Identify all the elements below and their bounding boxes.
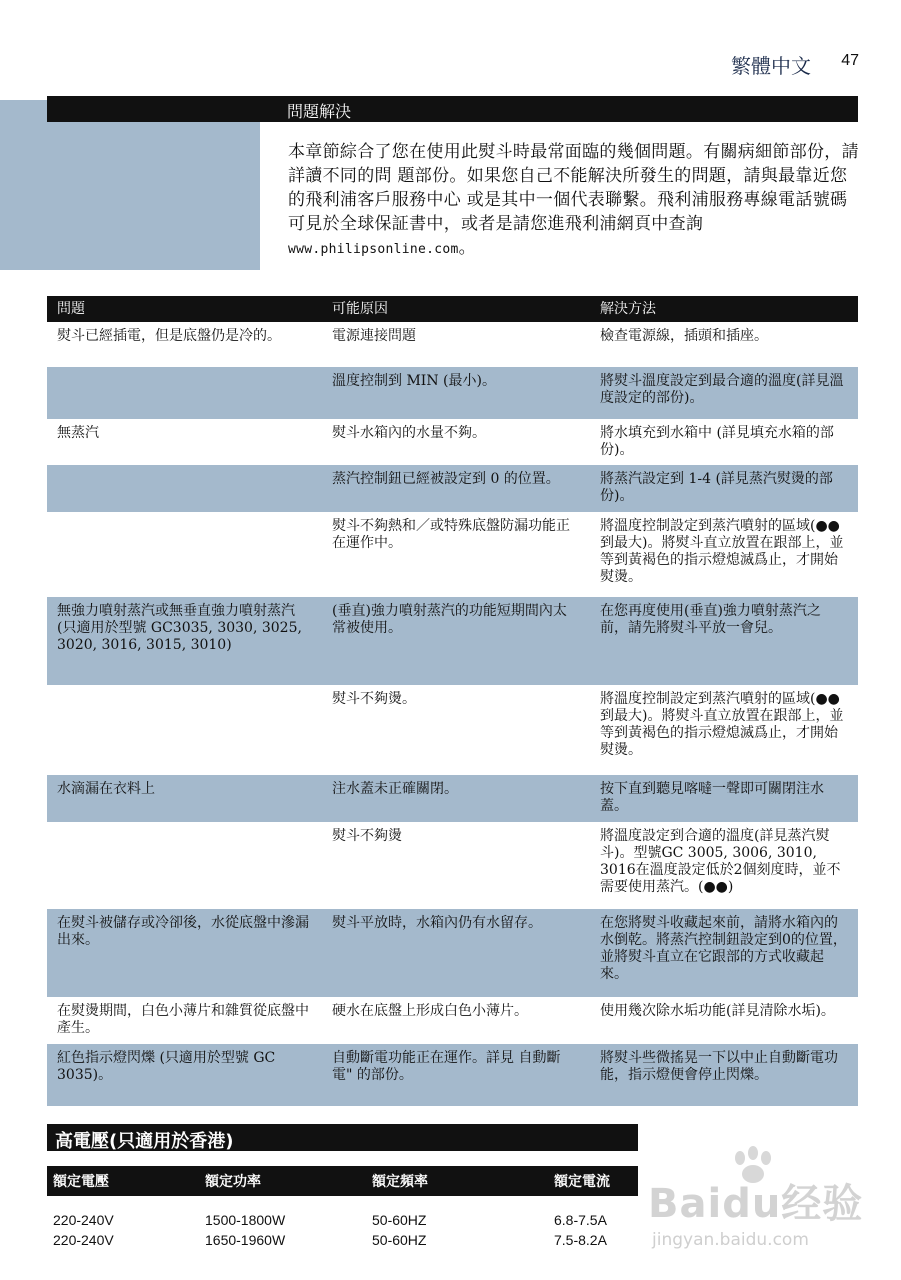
intro-text: 本章節綜合了您在使用此熨斗時最常面臨的幾個問題。有關病細節部份，請詳讀不同的問 題部份。如果您自己不能解決所發生的問題，請與最靠近您的飛利浦客戶服務中心 或是其中一個代表聯繫。飛利浦服務專線電話號碼可見於全球保証書中，或者是請您進飛利浦網頁中查詢	[288, 142, 859, 234]
table-row	[47, 909, 858, 997]
baidu-watermark	[640, 1150, 870, 1260]
table-row	[47, 1044, 858, 1106]
cell-current: 7.5-8.2A	[554, 1232, 607, 1248]
cell-cause: 熨斗不夠熱和／或特殊底盤防漏功能正在運作中。	[322, 512, 590, 597]
table-row	[47, 775, 858, 822]
header-language: 繁體中文	[731, 54, 811, 78]
cell-solution: 按下直到聽見喀噠一聲即可關閉注水蓋。	[590, 775, 858, 822]
cell-solution: 使用幾次除水垢功能(詳見清除水垢)。	[590, 997, 858, 1044]
cell-current: 6.8-7.5A	[554, 1212, 607, 1228]
cell-cause: 注水蓋未正確關閉。	[322, 775, 590, 822]
header-rated-current: 額定電流	[548, 1166, 638, 1196]
cell-solution: 將水填充到水箱中 (詳見填充水箱的部份)。	[590, 419, 858, 465]
cell-cause: 熨斗不夠燙。	[322, 685, 590, 775]
cell-frequency: 50-60HZ	[372, 1212, 427, 1228]
page-number: 47	[841, 52, 859, 69]
cell-cause: 熨斗平放時，水箱內仍有水留存。	[322, 909, 590, 997]
header-problem: 問題	[47, 296, 322, 322]
cell-problem	[47, 367, 322, 419]
cell-problem: 在熨燙期間，白色小薄片和雜質從底盤中產生。	[47, 997, 322, 1044]
table-row	[47, 419, 858, 465]
table-header-row	[47, 296, 858, 322]
table-row	[47, 367, 858, 419]
table-row	[47, 997, 858, 1044]
cell-solution: 將熨斗些微搖晃一下以中止自動斷電功能，指示燈便會停止閃爍。	[590, 1044, 858, 1106]
header-cause: 可能原因	[322, 296, 590, 322]
decorative-side-block	[0, 100, 260, 270]
table-row	[47, 597, 858, 685]
intro-end: 。	[458, 238, 476, 258]
cell-cause: 蒸汽控制鈕已經被設定到 0 的位置。	[322, 465, 590, 512]
table-row	[47, 1230, 638, 1250]
cell-problem	[47, 512, 322, 597]
cell-solution: 在您將熨斗收藏起來前，請將水箱內的水倒乾。將蒸汽控制鈕設定到0的位置，並將熨斗直立在它跟部的方式收藏起來。	[590, 909, 858, 997]
cell-voltage: 220-240V	[53, 1212, 114, 1228]
cell-cause: 硬水在底盤上形成白色小薄片。	[322, 997, 590, 1044]
table-row	[47, 322, 858, 367]
cell-power: 1650-1960W	[205, 1232, 286, 1248]
high-voltage-title: 高電壓(只適用於香港)	[55, 1131, 234, 1152]
cell-solution: 將蒸汽設定到 1-4 (詳見蒸汽熨燙的部份)。	[590, 465, 858, 512]
header-rated-voltage: 額定電壓	[47, 1166, 199, 1196]
cell-problem: 水滴漏在衣料上	[47, 775, 322, 822]
cell-solution: 檢查電源線，插頭和插座。	[590, 322, 858, 367]
table-row	[47, 822, 858, 909]
voltage-spec-table	[47, 1166, 638, 1250]
cell-power: 1500-1800W	[205, 1212, 286, 1228]
troubleshooting-table	[47, 296, 858, 1106]
section-title: 問題解決	[287, 102, 352, 121]
cell-problem	[47, 465, 322, 512]
cell-problem	[47, 685, 322, 775]
cell-cause: (垂直)強力噴射蒸汽的功能短期間內太常被使用。	[322, 597, 590, 685]
table-row	[47, 1196, 638, 1230]
watermark-main: Baidu经验	[648, 1181, 864, 1227]
cell-cause: 自動斷電功能正在運作。詳見 自動斷電" 的部份。	[322, 1044, 590, 1106]
cell-solution: 將溫度控制設定到蒸汽噴射的區域(●● 到最大)。將熨斗直立放置在跟部上，並等到黃褐色的指示燈熄滅爲止，才開始熨燙。	[590, 685, 858, 775]
intro-paragraph	[288, 140, 863, 262]
cell-solution: 將溫度設定到合適的溫度(詳見蒸汽熨斗)。型號GC 3005, 3006, 3010, 3016在溫度設定低於2個刻度時，並不需要使用蒸汽。(●●)	[590, 822, 858, 909]
cell-frequency: 50-60HZ	[372, 1232, 427, 1248]
cell-solution: 將溫度控制設定到蒸汽噴射的區域(●●到最大)。將熨斗直立放置在跟部上，並等到黃褐色的指示燈熄滅爲止，才開始熨燙。	[590, 512, 858, 597]
cell-cause: 熨斗水箱內的水量不夠。	[322, 419, 590, 465]
cell-problem: 無強力噴射蒸汽或無垂直強力噴射蒸汽 (只適用於型號 GC3035, 3030, 3025, 3020, 3016, 3015, 3010)	[47, 597, 322, 685]
section-title-bar	[47, 96, 858, 122]
table-row	[47, 685, 858, 775]
cell-cause: 溫度控制到 MIN (最小)。	[322, 367, 590, 419]
header-rated-power: 額定功率	[199, 1166, 366, 1196]
watermark-sub: jingyan.baidu.com	[652, 1230, 809, 1250]
table-row	[47, 465, 858, 512]
cell-problem: 無蒸汽	[47, 419, 322, 465]
cell-solution: 將熨斗溫度設定到最合適的溫度(詳見溫度設定的部份)。	[590, 367, 858, 419]
voltage-header-row	[47, 1166, 638, 1196]
website-link[interactable]: www.philipsonline.com	[288, 242, 459, 257]
cell-cause: 熨斗不夠燙	[322, 822, 590, 909]
cell-solution: 在您再度使用(垂直)強力噴射蒸汽之前，請先將熨斗平放一會兒。	[590, 597, 858, 685]
table-row	[47, 512, 858, 597]
header-rated-frequency: 額定頻率	[366, 1166, 548, 1196]
cell-voltage: 220-240V	[53, 1232, 114, 1248]
cell-problem: 在熨斗被儲存或冷卻後，水從底盤中滲漏出來。	[47, 909, 322, 997]
cell-cause: 電源連接問題	[322, 322, 590, 367]
cell-problem	[47, 822, 322, 909]
cell-problem: 紅色指示燈閃爍 (只適用於型號 GC 3035)。	[47, 1044, 322, 1106]
cell-problem: 熨斗已經插電，但是底盤仍是冷的。	[47, 322, 322, 367]
high-voltage-title-bar	[47, 1124, 638, 1151]
header-solution: 解決方法	[590, 296, 858, 322]
